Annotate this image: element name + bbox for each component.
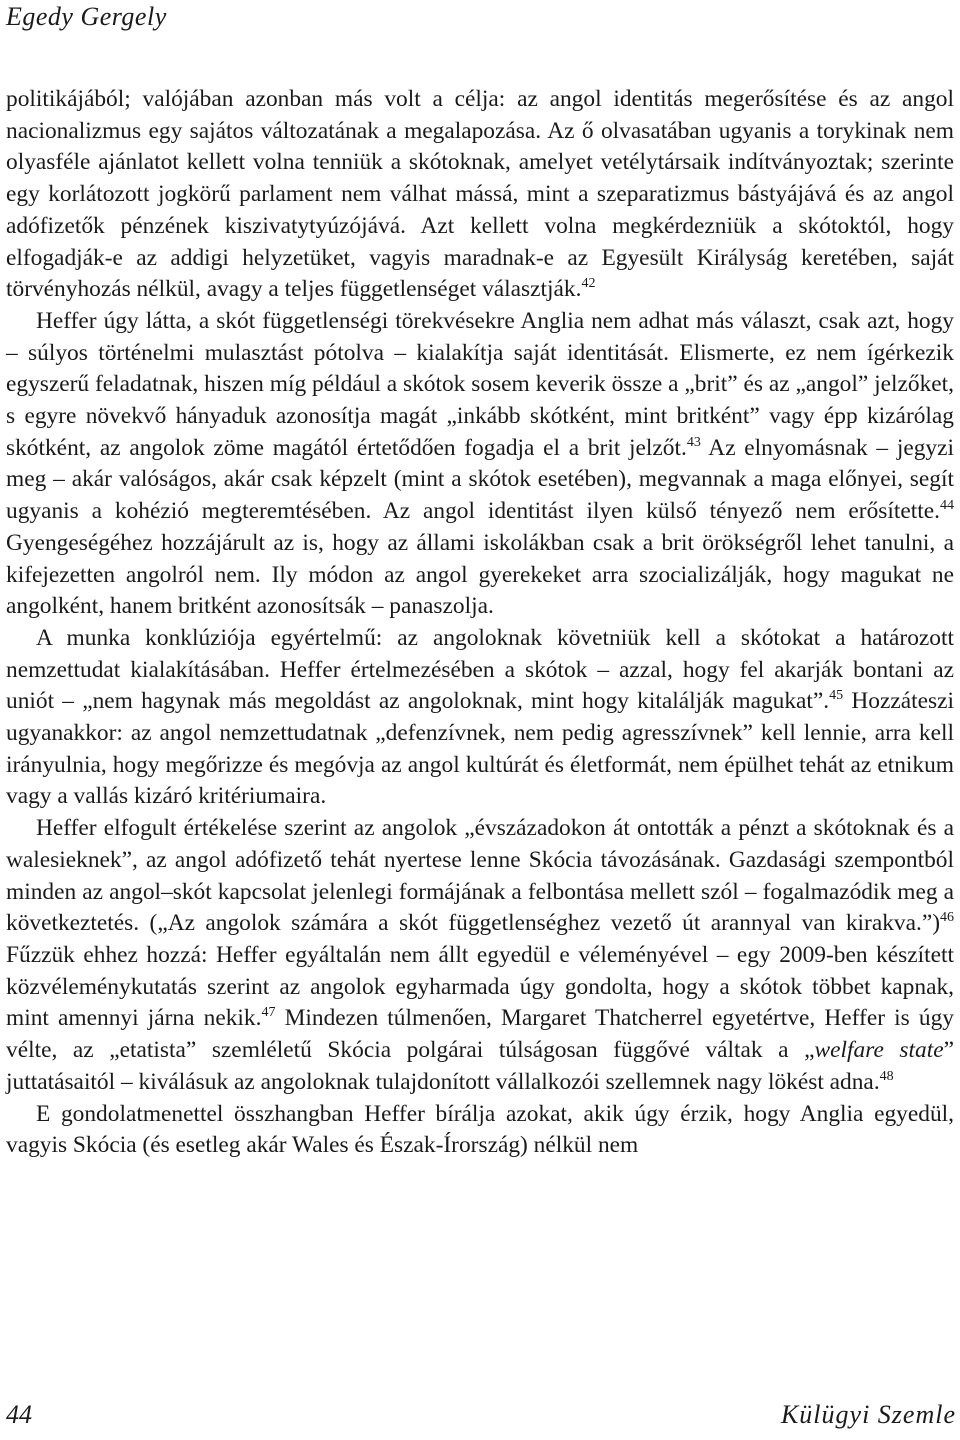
paragraph-text: Hozzáteszi ugyanakkor: az angol nemzettudatnak „defenzívnek, nem pedig agresszívnek” kell lennie, arra kell irányulnia, hogy megőrizze és megóvja az angol kultúrát és életformát, nem épülhet tehát az etnikum vagy a vallás kizáró kritériumaira. xyxy=(6,688,954,810)
paragraph-5 xyxy=(6,1099,954,1162)
paragraph-text: A munka konklúziója egyértelmű: az angoloknak követniük kell a skótokat a határozott nemzettudat kialakításában. Heffer értelmezésében a skótok – azzal, hogy fel akarják bontani az uniót – „nem hagynak más megoldást az angoloknak, mint hogy kitalálják magukat”. xyxy=(6,624,954,715)
body-text xyxy=(6,84,954,1162)
footnote-ref[interactable]: 44 xyxy=(940,498,954,514)
footnote-ref[interactable]: 45 xyxy=(829,688,844,704)
running-head-author: Egedy Gergely xyxy=(6,2,167,31)
paragraph-text: politikájából; valójában azonban más volt a célja: az angol identitás megerősítése és az angol nacionalizmus egy sajátos változatának a megalapozása. Az ő olvasatában ugyanis a torykinak nem olyasféle ajánlatot kellett volna tenniük a skótoknak, amelyet vetélytársaik indítványoztak; szerinte egy korlátozott jogkörű parlament nem válhat mássá, mint a szeparatizmus bástyájává és az angol adófizetők pénzének kiszivatytyúzójává. Azt kellett volna megkérdezniük a skótoktól, hogy elfogadják-e az addigi helyzetüket, vagyis maradnak-e az Egyesült Királyság keretében, saját törvényhozás nélkül, avagy a teljes függetlenséget választják. xyxy=(6,86,954,303)
footnote-ref[interactable]: 47 xyxy=(261,1005,276,1021)
paragraph-3 xyxy=(6,623,954,813)
footnote-ref[interactable]: 48 xyxy=(879,1068,894,1084)
paragraph-text: Mindezen túlmenően, Margaret Thatcherrel egyetértve, Heffer is úgy vélte, az „etatista” szemléletű Skócia polgárai túlságosan függővé váltak a „ xyxy=(6,1005,954,1064)
footnote-ref[interactable]: 43 xyxy=(686,434,701,450)
footnote-ref[interactable]: 42 xyxy=(581,276,596,292)
paragraph-text: Heffer elfogult értékelése szerint az angolok „évszázadokon át ontották a pénzt a skótoknak és a walesieknek”, az angol adófizető tehát nyertese lenne Skócia távozásának. Gazdasági szempontból minden az angol–skót kapcsolat jelenlegi formájának a felbontása mellett szól – fogalmazódik meg a következtetés. („Az angolok számára a skót függetlenséghez vezető út arannyal van kirakva.”) xyxy=(6,815,954,937)
paragraph-text: Az elnyomásnak – jegyzi meg – akár valóságos, akár csak képzelt (mint a skótok esetében), megvannak a maga előnyei, segít ugyanis a kohézió megteremtésében. Az angol identitást ilyen külső tényező nem erősítette. xyxy=(6,434,955,525)
paragraph-text: ” juttatásaitól – kiválásuk az angoloknak tulajdonított vállalkozói szellemnek nagy lökést adna. xyxy=(6,1037,954,1095)
paragraph-2 xyxy=(6,306,954,623)
paragraph-text: Heffer úgy látta, a skót függetlenségi törekvésekre Anglia nem adhat más választ, csak azt, hogy – súlyos történelmi mulasztást pótolva – kialakítja saját identitását. Elismerte, ez nem ígérkezik egyszerű feladatnak, hiszen míg például a skótok sosem keverik össze a „brit” és az „angol” jelzőket, s egyre növekvő hányaduk azonosítja magát „inkább skótként, mint britként” vagy épp kizárólag skótként, az angolok zöme magától értetődően fogadja el a brit jelzőt. xyxy=(6,307,954,461)
paragraph-1 xyxy=(6,84,954,306)
page-number: 44 xyxy=(6,1400,32,1429)
paragraph-text: E gondolatmenettel összhangban Heffer bírálja azokat, akik úgy érzik, hogy Anglia egyedül, vagyis Skócia (és esetleg akár Wales és Észak-Írország) nélkül nem xyxy=(6,1100,954,1159)
paragraph-text: Fűzzük ehhez hozzá: Heffer egyáltalán nem állt egyedül e véleményével – egy 2009-ben készített közvéleménykutatás szerint az angolok egyharmada úgy gondolta, hogy a skótok többet kapnak, mint amennyi járna nekik. xyxy=(6,941,954,1032)
italic-term: welfare state xyxy=(814,1037,944,1064)
paragraph-text: Gyengeségéhez hozzájárult az is, hogy az állami iskolákban csak a brit örökségről lehet tanulni, a kifejezetten angolról nem. Ily módon az angol gyerekeket arra szocializálják, hogy magukat ne angolként, hanem britként azonosítsák – panaszolja. xyxy=(6,529,954,620)
paragraph-4 xyxy=(6,813,954,1098)
footnote-ref[interactable]: 46 xyxy=(940,910,954,926)
journal-title: Külügyi Szemle xyxy=(780,1400,956,1429)
